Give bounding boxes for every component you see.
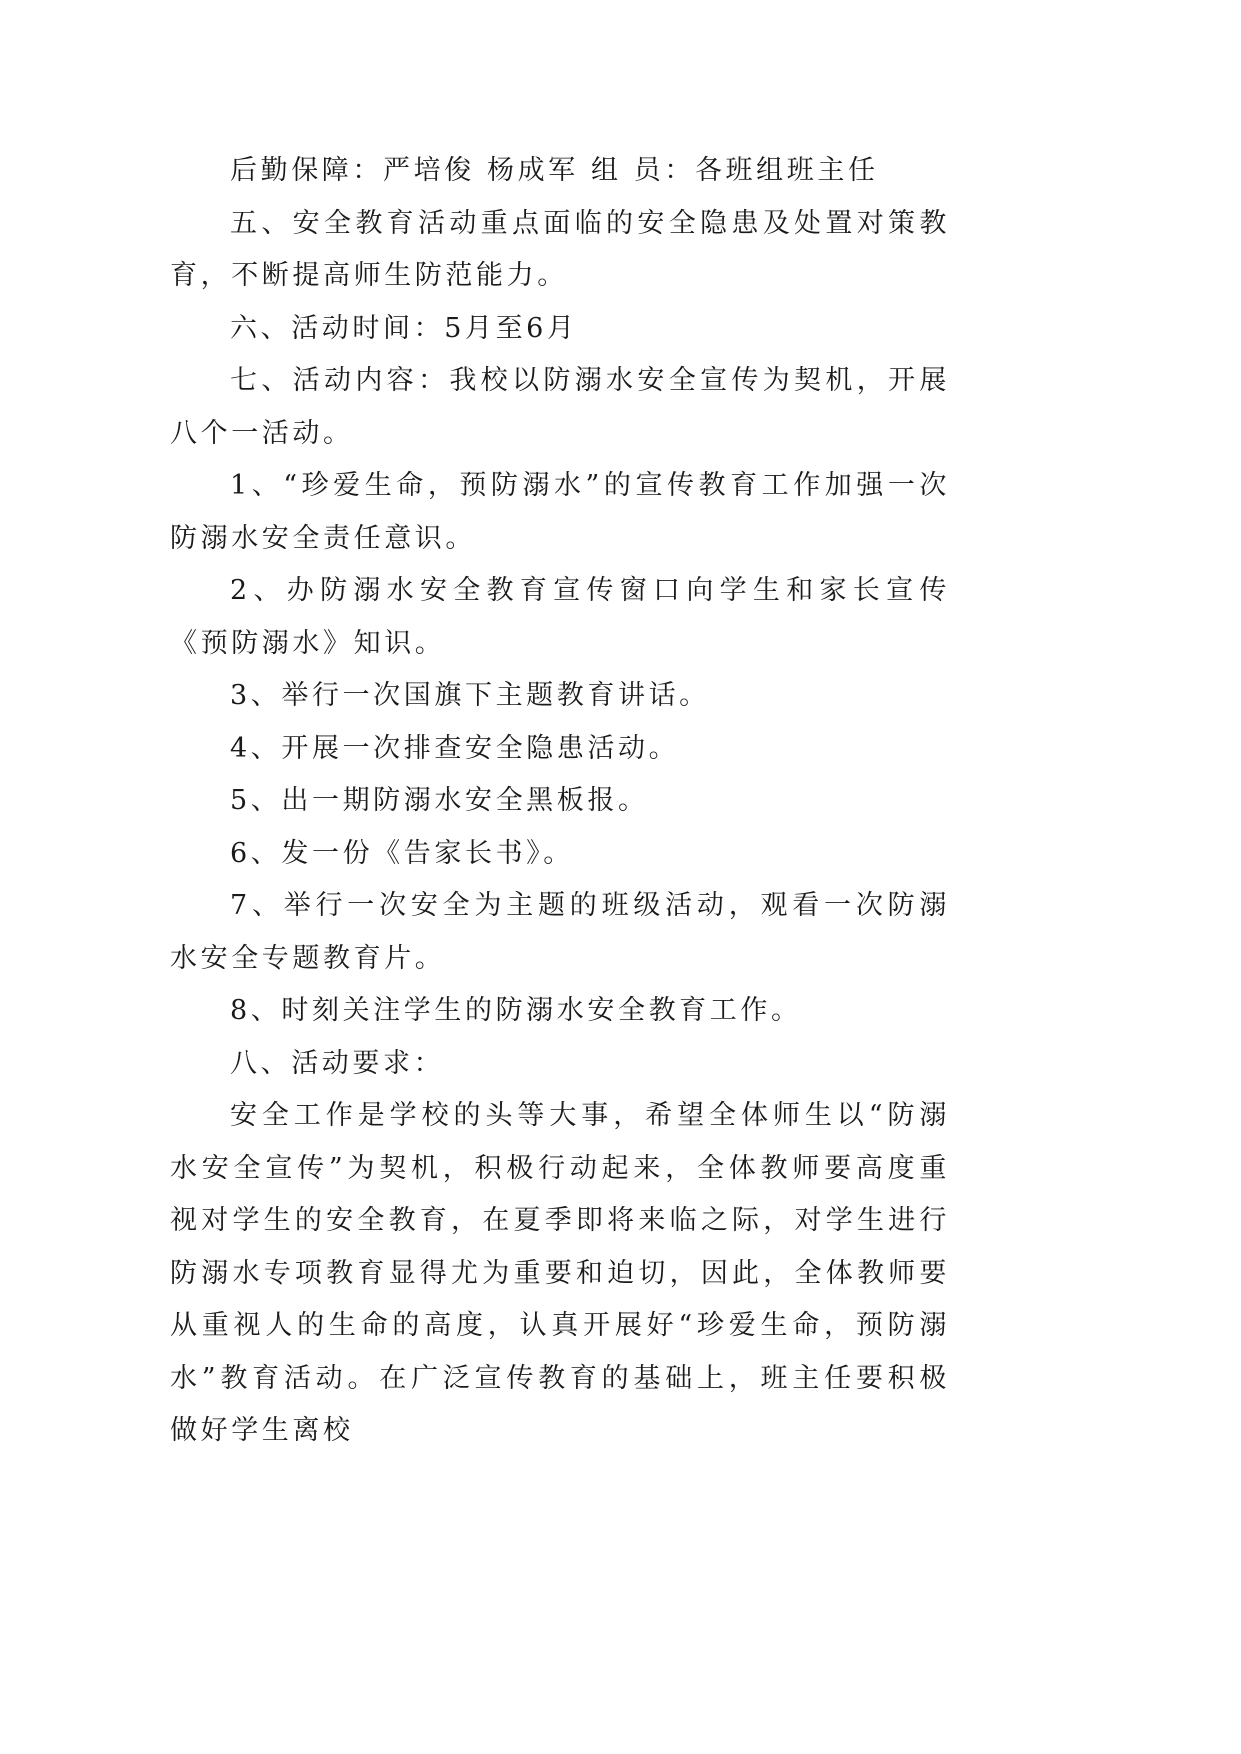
list-item-3: 3、举行一次国旗下主题教育讲话。 — [230, 680, 710, 711]
paragraph-requirements-body: 安全工作是学校的头等大事，希望全体师生以“防溺水安全宣传”为契机，积极行动起来，全体教师要高度重视对学生的安全教育，在夏季即将来临之际，对学生进行防溺水专项教育显得尤为重要和迫切，因此，全体教师要从重视人的生命的高度，认真开展好“珍爱生命，预防溺水”教育活动。在广泛宣传教育的基础上，班主任要积极做好学生离校 — [170, 1100, 950, 1446]
list-item-7: 7、举行一次安全为主题的班级活动，观看一次防溺水安全专题教育片。 — [170, 890, 950, 974]
paragraph-section-6: 六、活动时间：5月至6月 — [230, 312, 578, 344]
paragraph-section-8: 八、活动要求： — [230, 1047, 445, 1079]
list-item-2: 2、办防溺水安全教育宣传窗口向学生和家长宣传《预防溺水》知识。 — [170, 575, 950, 659]
list-item-1: 1、“珍爱生命，预防溺水”的宣传教育工作加强一次防溺水安全责任意识。 — [170, 470, 950, 554]
list-item-8: 8、时刻关注学生的防溺水安全教育工作。 — [230, 995, 802, 1026]
paragraph-logistics: 后勤保障：严培俊 杨成军 组 员：各班组班主任 — [230, 155, 879, 186]
paragraph-section-5: 五、安全教育活动重点面临的安全隐患及处置对策教育，不断提高师生防范能力。 — [170, 207, 950, 291]
document-page — [170, 145, 950, 1458]
list-item-4: 4、开展一次排查安全隐患活动。 — [230, 732, 680, 764]
list-item-6: 6、发一份《告家长书》。 — [230, 837, 574, 869]
paragraph-section-7: 七、活动内容：我校以防溺水安全宣传为契机，开展八个一活动。 — [170, 365, 950, 449]
list-item-5: 5、出一期防溺水安全黑板报。 — [230, 785, 649, 816]
